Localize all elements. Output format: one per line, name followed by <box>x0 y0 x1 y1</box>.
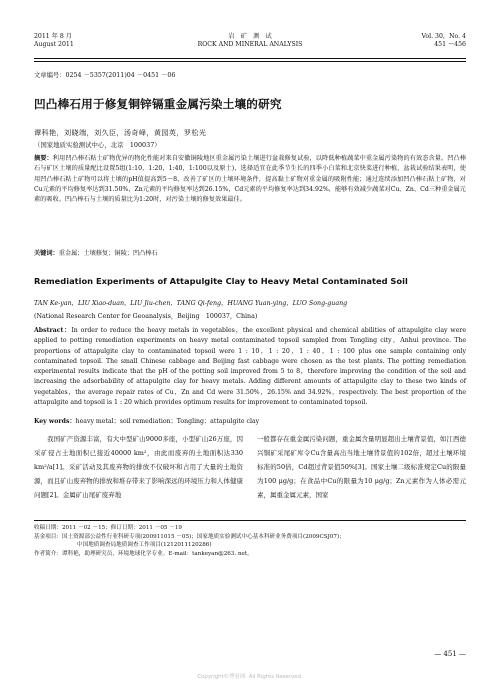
fund-label: 基金项目： <box>34 533 62 540</box>
article-number: 文章编号：0254 －5357(2011)04 －0451 －06 <box>34 72 176 79</box>
cn-keywords-label: 关键词： <box>34 250 59 257</box>
en-abstract <box>34 326 466 408</box>
footnotes <box>34 524 466 558</box>
header-date-cn: 2011 年 8 月 <box>34 33 72 40</box>
copyright-watermark: Copyright©博看网. All Rights Reserved. <box>197 674 303 680</box>
header-volume <box>422 33 467 49</box>
author-list: 谭科艳，刘晓端，刘久臣，汤奇峰，黄园英，罗松光 <box>34 128 207 137</box>
en-keywords-label: Key words： <box>34 418 76 425</box>
header-journal <box>34 33 466 49</box>
cn-abstract-text: 利用凹凸棒石粘土矿物优异的物化性能对来自安徽铜陵地区重金属污染土壤进行盆栽修复试验，以降低种植蔬菜中重金属污染物的有效态含量。凹凸棒石与矿区土壤的质量配比设置5组(1:10，1:20，1:40，1:100以及原土)，选择适宜在此季节生长的四季小白菜和北京快菜进行种植，盆栽试验结果表明，使用凹凸棒石粘土矿物可以将土壤的pH值提高到5～8，改善了矿区的土壤环境条件，提高黏土矿物对重金属的吸附性能；通过连续添加凹凸棒石粘土矿物，对Cu元素的平均修复率达到31.50%，Zn元素的平均修复率达到26.15%，Cd元素的平均修复率达到34.92%，能够有效减少蔬菜对Cu、Zn、Cd三种重金属元素的吸收。凹凸棒石与土壤的质量比为1:20时，对污染土壤的修复效果最佳。 <box>34 155 467 204</box>
page-range: 451 ～456 <box>434 41 466 48</box>
en-affiliation: (National Research Center for Geoanalysis，Beijing 100037，China) <box>34 313 258 320</box>
cn-abstract <box>34 154 466 205</box>
en-keywords-text: heavy metal；soil remediation；Tongling；attapulgite clay <box>75 418 260 425</box>
received-dates: 收稿日期：2011 －02 －15；修订日期：2011 －05 －19 <box>34 525 182 531</box>
fund-line-1 <box>34 533 466 542</box>
cn-abstract-label: 摘要： <box>34 155 53 162</box>
body-column-right: 一般都存在重金属污染问题，重金属含量明显超出土壤背景值，如江西德兴铜矿采尾矿库令Cu含量高出当地土壤背景值的102倍，超过土壤环境标准的50倍，Cd超过背景值50%[3]。国家土壤二级标准规定Cu的限量为100 μg/g；在食品中Cu的限量为10 μg/g；Zn元素作为人体必需元素，属重金属元素，国家 <box>257 435 466 499</box>
en-title: Remediation Experiments of Attapulgite Clay to Heavy Metal Contaminated Soil <box>34 276 408 286</box>
en-abstract-text: In order to reduce the heavy metals in vegetables，the excellent physical and chemical abilities of attapulgite clay were applied to potting remediation experiments on heavy metal contaminated topsoil sampled from Tongling city，Anhui province. The proportions of attapulgite clay to contaminated topsoil were 1 : 10，1 : 20，1 : 40，1 : 100 plus one sample containing only contaminated topsoil. The small Chinese cabbage and Beijing fast cabbage were chosen as the test plants. The potting remediation experimental results indicate that the pH of the potting soil improved from 5 to 8，therefore improving the condition of the soil and increasing the adsorbability of attapulgite clay for heavy metals. Adding different amounts of attapulgite clay to these two kinds of vegetables，the average repair rates of Cu，Zn and Cd were 31.50%，26.15% and 34.92%，respectively. The best proportion of the attapulgite and topsoil is 1 : 20 which provides optimum results for improvement to contaminated topsoil. <box>34 327 466 407</box>
header-date-en: August 2011 <box>34 41 74 48</box>
header-double-rule <box>34 58 466 62</box>
cn-keywords-text: 重金属；土壤修复；铜陵；凹凸棒石 <box>58 250 158 257</box>
en-abstract-label: Abstract： <box>34 327 72 334</box>
cn-keywords <box>34 249 466 259</box>
affiliation: （国家地质实验测试中心，北京 100037） <box>34 141 161 149</box>
fund-line-2: 中国地质调查局地质调查工作项目(1212011120286) <box>77 542 212 549</box>
footnote-rule <box>34 520 466 521</box>
journal-name-en: ROCK AND MINERAL ANALYSIS <box>197 41 303 48</box>
author-intro: 作者简介：谭科艳，助理研究员，环境地球化学专业。E-mail：tankeyan@263. net。 <box>34 550 253 557</box>
paper-title: 凹凸棒石用于修复铜锌镉重金属污染土壤的研究 <box>34 97 282 111</box>
body-column-left: 我国矿产资源丰富，有大中型矿山9000多座，小型矿山26万座，因采矿侵占土地面积已接近40000 km²，由此而废弃的土地面积达330 km²/a[1]。采矿活动及其废弃物的排放不仅破坏和占用了大量的土地资源，而且矿山废弃物的排放和堆存带来了影响深远的环境压力和人体健康问题[2]。金属矿山尾矿废弃地 <box>34 435 243 499</box>
en-authors: TAN Ke-yan，LIU Xiao-duan，LIU Jiu-chen，TANG Qi-feng，HUANG Yuan-ying，LUO Song-guang <box>34 300 348 307</box>
fund-text-1: 国土资源部公益性行业科研专项(200911015 －05)；国家地质实验测试中心基本科研业务费项目(2009CSJ07)； <box>61 533 345 540</box>
running-header <box>34 33 466 57</box>
en-keywords <box>34 417 466 427</box>
page-number: — 451 — <box>434 650 466 658</box>
volume-issue: Vol. 30，No. 4 <box>421 33 466 40</box>
journal-name-cn: 岩 矿 测 试 <box>228 33 272 40</box>
